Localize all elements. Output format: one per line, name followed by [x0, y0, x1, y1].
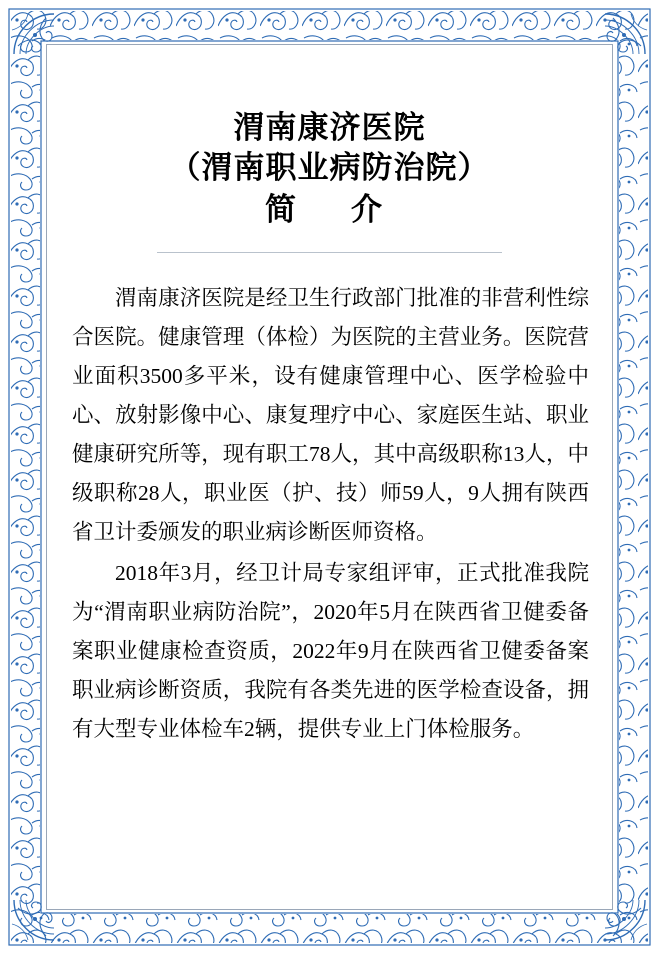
title-line-3: 简 介 [265, 192, 394, 227]
page-title [62, 108, 597, 230]
title-line-2: （渭南职业病防治院） [169, 150, 490, 185]
title-line-1: 渭南康济医院 [233, 110, 426, 145]
paragraph-1: 渭南康济医院是经卫生行政部门批准的非营利性综合医院。健康管理（体检）为医院的主营业务。医院营业面积3500多平米，设有健康管理中心、医学检验中心、放射影像中心、康复理疗中心、家庭医生站、职业健康研究所等，现有职工78人，其中高级职称13人，中级职称28人，职业医（护、技）师59人，9人拥有陕西省卫计委颁发的职业病诊断医师资格。 [72, 286, 589, 544]
paragraph-2: 2018年3月，经卫计局专家组评审，正式批准我院为“渭南职业病防治院”，2020年5月在陕西省卫健委备案职业健康检查资质，2022年9月在陕西省卫健委备案职业病诊断资质，我院有各类先进的医学检查设备，拥有大型专业体检车2辆，提供专业上门体检服务。 [72, 561, 589, 741]
title-divider [157, 252, 502, 253]
document-content [62, 60, 597, 894]
body-text [62, 279, 597, 749]
